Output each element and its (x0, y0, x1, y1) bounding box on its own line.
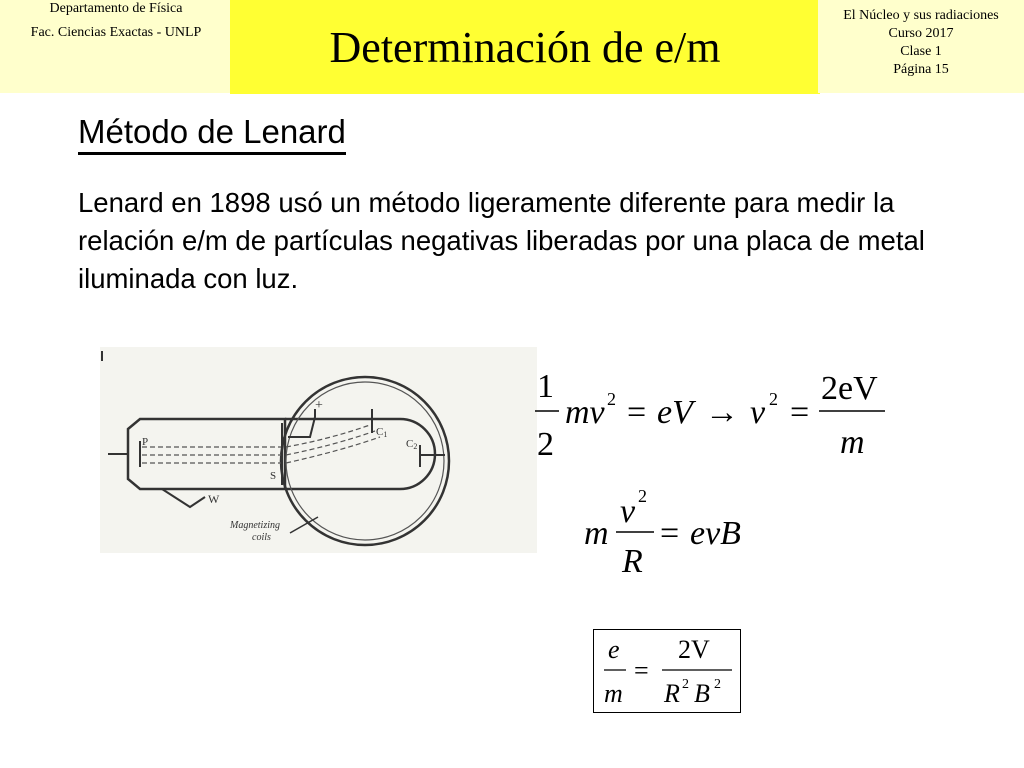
body-paragraph: Lenard en 1898 usó un método ligeramente diferente para medir la relación e/m de partículas negativas liberadas por una placa de metal iluminada con luz. (78, 187, 925, 294)
class-number: Clase 1 (900, 44, 942, 59)
eq1-one: 1 (537, 368, 554, 405)
eq3-exp-b: 2 (714, 677, 721, 692)
eq3-equals: = (634, 656, 649, 685)
section-subtitle: Método de Lenard (78, 112, 346, 155)
course-topic: El Núcleo y sus radiaciones (843, 8, 999, 23)
eq1-exp-a: 2 (607, 389, 616, 409)
label-s: S (270, 470, 277, 482)
eq2-equals: = (660, 515, 680, 552)
eq2-m: m (584, 515, 609, 552)
course-year: Curso 2017 (888, 26, 954, 41)
eq1-v: v (750, 394, 766, 431)
eq1-exp-b: 2 (769, 389, 778, 409)
label-plus: + (315, 398, 323, 413)
energy-equation (525, 365, 895, 470)
eq2-r: R (622, 543, 643, 580)
label-w: W (208, 492, 220, 506)
eq3-r: R (664, 679, 680, 708)
eq1-arrow: → (705, 394, 739, 431)
eq1-equals-2: = (790, 394, 810, 431)
faculty-label: Fac. Ciencias Exactas - UNLP (30, 25, 202, 40)
result-box (593, 629, 741, 713)
force-equation (580, 480, 780, 585)
eq2-v: v (620, 493, 636, 530)
eq1-two: 2 (537, 426, 554, 463)
eq1-denominator: m (840, 424, 865, 461)
eq1-equals: = (627, 394, 647, 431)
slide-title: Determinación de e/m (230, 0, 820, 94)
header-left-panel (0, 0, 232, 93)
department-label: Departamento de Física (49, 1, 183, 16)
label-p: P (142, 436, 149, 448)
eq3-m: m (604, 679, 623, 708)
eq1-numerator: 2eV (821, 370, 878, 407)
eq3-b: B (694, 679, 710, 708)
eq1-mv: mv (565, 394, 605, 431)
label-c2: C2 (406, 438, 418, 451)
page-number: Página 15 (893, 62, 949, 77)
header-right-panel (818, 0, 1024, 93)
label-coils-2: coils (252, 532, 271, 543)
lenard-apparatus-figure (100, 347, 537, 553)
eq2-evb: evB (690, 515, 741, 552)
eq2-exp: 2 (638, 486, 647, 506)
apparatus-drawing (100, 347, 537, 553)
eq1-ev: eV (657, 394, 693, 431)
eq3-exp-a: 2 (682, 677, 689, 692)
eq3-numerator: 2V (678, 635, 710, 664)
label-c1: C1 (376, 426, 388, 439)
label-coils-1: Magnetizing (230, 520, 280, 531)
eq3-e: e (608, 635, 620, 664)
